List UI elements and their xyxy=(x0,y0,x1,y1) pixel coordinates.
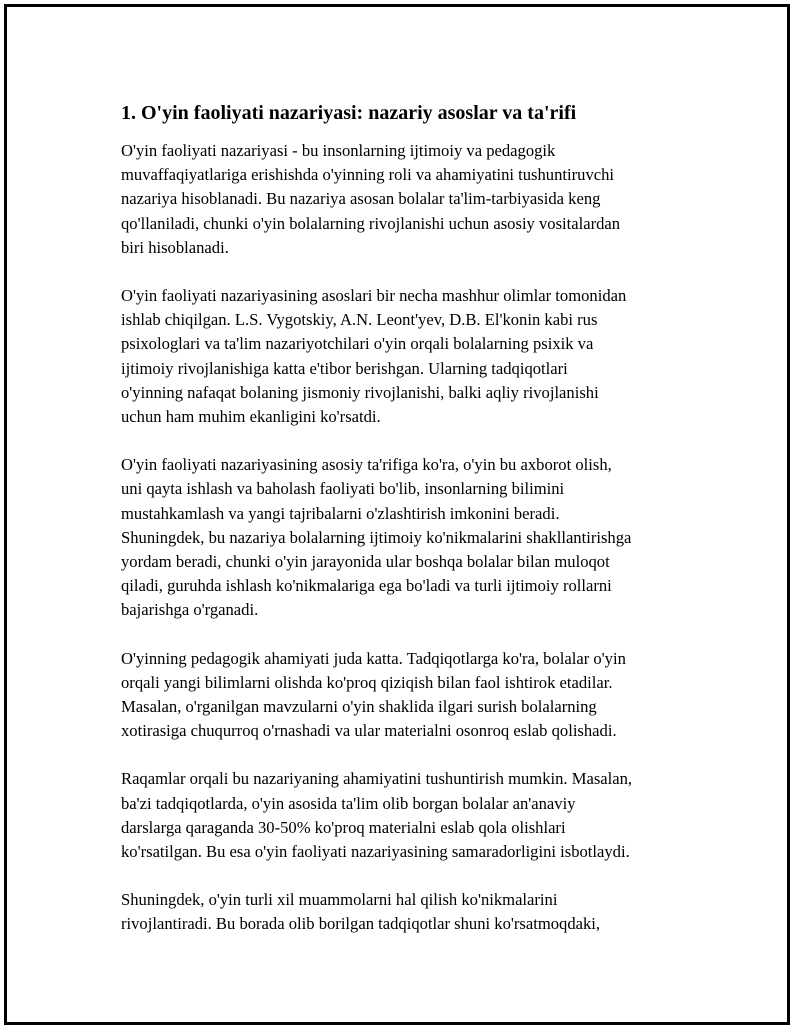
document-body xyxy=(121,99,701,961)
text-line: rivojlantiradi. Bu borada olib borilgan tadqiqotlar shuni ko'rsatmoqdaki, xyxy=(121,914,601,934)
text-line: ko'rsatilgan. Bu esa o'yin faoliyati nazariyasining samaradorligini isbotlaydi. xyxy=(121,842,630,862)
text-line: xotirasiga chuqurroq o'rnashadi va ular materialni osonroq eslab qolishadi. xyxy=(121,721,617,741)
paragraph-1 xyxy=(121,139,701,260)
text-line: O'yinning pedagogik ahamiyati juda katta. Tadqiqotlarga ko'ra, bolalar o'yin xyxy=(121,648,626,668)
text-line: qo'llaniladi, chunki o'yin bolalarning rivojlanishi uchun asosiy vositalardan xyxy=(121,213,621,233)
text-line: bajarishga o'rganadi. xyxy=(121,600,259,620)
text-line: Masalan, o'rganilgan mavzularni o'yin shaklida ilgari surish bolalarning xyxy=(121,697,597,717)
text-line: orqali yangi bilimlarni olishda ko'proq qiziqish bilan faol ishtirok etadilar. xyxy=(121,672,613,692)
text-line: muvaffaqiyatlariga erishishda o'yinning roli va ahamiyatini tushuntiruvchi xyxy=(121,165,615,185)
text-line: O'yin faoliyati nazariyasining asosiy ta'rifiga ko'ra, o'yin bu axborot olish, xyxy=(121,455,612,475)
section-heading: 1. O'yin faoliyati nazariyasi: nazariy asoslar va ta'rifi xyxy=(121,102,577,124)
text-line: mustahkamlash va yangi tajribalarni o'zlashtirish imkonini beradi. xyxy=(121,503,560,523)
text-line: Shuningdek, bu nazariya bolalarning ijtimoiy ko'nikmalarini shakllantirishga xyxy=(121,527,632,547)
paragraph-2 xyxy=(121,284,701,429)
text-line: yordam beradi, chunki o'yin jarayonida ular boshqa bolalar bilan muloqot xyxy=(121,552,610,572)
text-line: O'yin faoliyati nazariyasining asoslari bir necha mashhur olimlar tomonidan xyxy=(121,286,627,306)
text-line: psixologlari va ta'lim nazariyotchilari o'yin orqali bolalarning psixik va xyxy=(121,334,594,354)
page-frame xyxy=(4,4,790,1025)
text-line: o'yinning nafaqat bolaning jismoniy rivojlanishi, balki aqliy rivojlanishi xyxy=(121,382,599,402)
paragraph-3 xyxy=(121,453,701,622)
text-line: Raqamlar orqali bu nazariyaning ahamiyatini tushuntirish mumkin. Masalan, xyxy=(121,769,633,789)
paragraph-4 xyxy=(121,647,701,744)
text-line: uni qayta ishlash va baholash faoliyati bo'lib, insonlarning bilimini xyxy=(121,479,565,499)
paragraph-6 xyxy=(121,888,701,936)
text-line: ba'zi tadqiqotlarda, o'yin asosida ta'lim olib borgan bolalar an'anaviy xyxy=(121,793,576,813)
text-line: qiladi, guruhda ishlash ko'nikmalariga ega bo'ladi va turli ijtimoiy rollarni xyxy=(121,576,612,596)
text-line: ishlab chiqilgan. L.S. Vygotskiy, A.N. Leont'yev, D.B. El'konin kabi rus xyxy=(121,310,598,330)
text-line: uchun ham muhim ekanligini ko'rsatdi. xyxy=(121,407,381,427)
text-line: Shuningdek, o'yin turli xil muammolarni hal qilish ko'nikmalarini xyxy=(121,890,558,910)
text-line: nazariya hisoblanadi. Bu nazariya asosan bolalar ta'lim-tarbiyasida keng xyxy=(121,189,601,209)
text-line: biri hisoblanadi. xyxy=(121,237,229,257)
text-line: ijtimoiy rivojlanishiga katta e'tibor berishgan. Ularning tadqiqotlari xyxy=(121,358,568,378)
text-line: darslarga qaraganda 30-50% ko'proq materialni eslab qola olishlari xyxy=(121,817,566,837)
paragraph-5 xyxy=(121,767,701,864)
text-line: O'yin faoliyati nazariyasi - bu insonlarning ijtimoiy va pedagogik xyxy=(121,141,556,160)
